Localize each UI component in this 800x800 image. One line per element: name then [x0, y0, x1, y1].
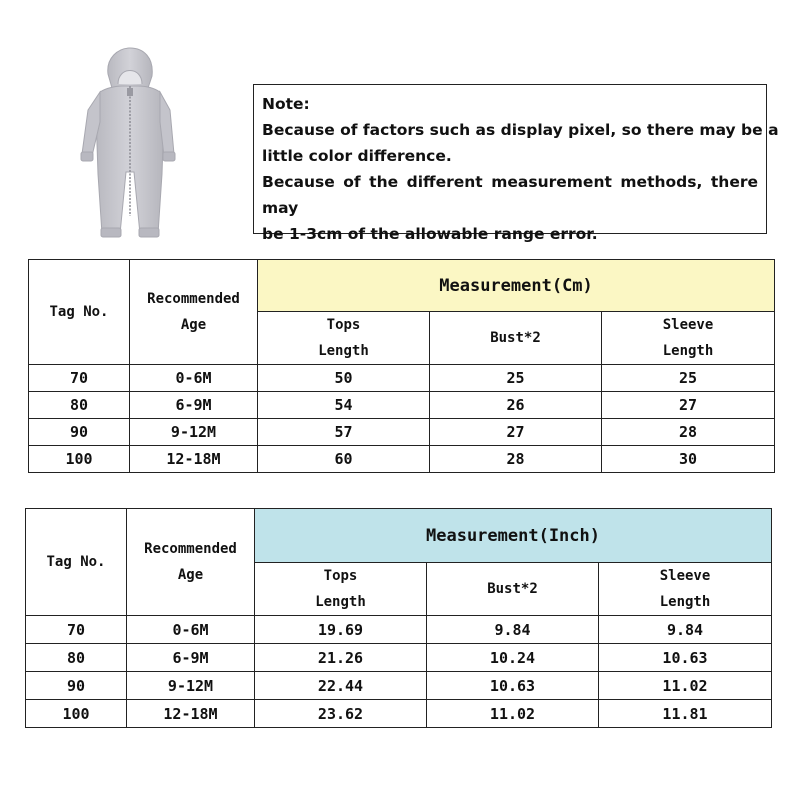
bust-cell: 26 — [430, 392, 602, 419]
bust-header: Bust*2 — [427, 563, 599, 616]
sleeve-cell: 27 — [602, 392, 775, 419]
sleeve-cell: 28 — [602, 419, 775, 446]
recommended-age-header — [127, 509, 255, 616]
tag-cell: 80 — [29, 392, 130, 419]
note-heading: Note: — [262, 95, 310, 113]
tops-cell: 23.62 — [255, 700, 427, 728]
table-row — [26, 644, 772, 672]
tops-cell: 60 — [258, 446, 430, 473]
age-label: Age — [177, 567, 204, 583]
tag-cell: 100 — [26, 700, 127, 728]
sleeve-cell: 25 — [602, 365, 775, 392]
table-row — [29, 365, 775, 392]
measurement-cm-header: Measurement(Cm) — [258, 260, 775, 312]
tops-cell: 57 — [258, 419, 430, 446]
bust-cell: 10.24 — [427, 644, 599, 672]
sleeve-length-header — [602, 312, 775, 365]
tag-cell: 70 — [26, 616, 127, 644]
note-line-2a: Because of the different measurement methods, there may — [262, 173, 758, 217]
note-line-1a: Because of factors such as display pixel, so there may be a — [262, 121, 779, 139]
bust-cell: 9.84 — [427, 616, 599, 644]
tag-no-header: Tag No. — [29, 260, 130, 365]
age-label: Age — [180, 317, 207, 333]
tag-cell: 100 — [29, 446, 130, 473]
table-row — [26, 700, 772, 728]
sleeve-length-header — [599, 563, 772, 616]
sleeve-label: Sleeve — [662, 317, 714, 333]
length-label: Length — [659, 594, 711, 610]
measurement-inch-header: Measurement(Inch) — [255, 509, 772, 563]
tops-label: Tops — [323, 568, 358, 584]
note-line-1b: little color difference. — [262, 147, 452, 165]
tag-cell: 90 — [29, 419, 130, 446]
tops-cell: 21.26 — [255, 644, 427, 672]
tag-cell: 80 — [26, 644, 127, 672]
bust-header: Bust*2 — [430, 312, 602, 365]
tops-cell: 54 — [258, 392, 430, 419]
age-cell: 6-9M — [130, 392, 258, 419]
table-row — [29, 446, 775, 473]
table-row — [26, 672, 772, 700]
tops-length-header — [258, 312, 430, 365]
length-label: Length — [315, 594, 366, 610]
tag-cell: 70 — [29, 365, 130, 392]
age-cell: 6-9M — [127, 644, 255, 672]
age-cell: 0-6M — [127, 616, 255, 644]
bust-cell: 27 — [430, 419, 602, 446]
size-table-cm — [28, 259, 775, 473]
sleeve-cell: 9.84 — [599, 616, 772, 644]
length-label: Length — [662, 343, 714, 359]
tag-no-header: Tag No. — [26, 509, 127, 616]
age-cell: 9-12M — [127, 672, 255, 700]
recommended-label: Recommended — [144, 541, 237, 557]
sleeve-cell: 30 — [602, 446, 775, 473]
sleeve-cell: 11.81 — [599, 700, 772, 728]
age-cell: 0-6M — [130, 365, 258, 392]
bust-cell: 25 — [430, 365, 602, 392]
table-row — [29, 419, 775, 446]
bust-cell: 28 — [430, 446, 602, 473]
tag-cell: 90 — [26, 672, 127, 700]
hooded-romper-icon — [70, 44, 180, 244]
length-label: Length — [318, 343, 369, 359]
recommended-label: Recommended — [147, 291, 240, 307]
age-cell: 9-12M — [130, 419, 258, 446]
tops-cell: 22.44 — [255, 672, 427, 700]
bust-cell: 11.02 — [427, 700, 599, 728]
recommended-age-header — [130, 260, 258, 365]
table-row — [26, 616, 772, 644]
note-box — [253, 84, 779, 243]
note-line-2b: be 1-3cm of the allowable range error. — [262, 225, 598, 243]
sleeve-cell: 10.63 — [599, 644, 772, 672]
tops-length-header — [255, 563, 427, 616]
age-cell: 12-18M — [127, 700, 255, 728]
tops-cell: 50 — [258, 365, 430, 392]
age-cell: 12-18M — [130, 446, 258, 473]
sleeve-cell: 11.02 — [599, 672, 772, 700]
sleeve-label: Sleeve — [659, 568, 711, 584]
bust-cell: 10.63 — [427, 672, 599, 700]
tops-label: Tops — [326, 317, 361, 333]
table-row — [29, 392, 775, 419]
size-table-inch — [25, 508, 772, 728]
tops-cell: 19.69 — [255, 616, 427, 644]
